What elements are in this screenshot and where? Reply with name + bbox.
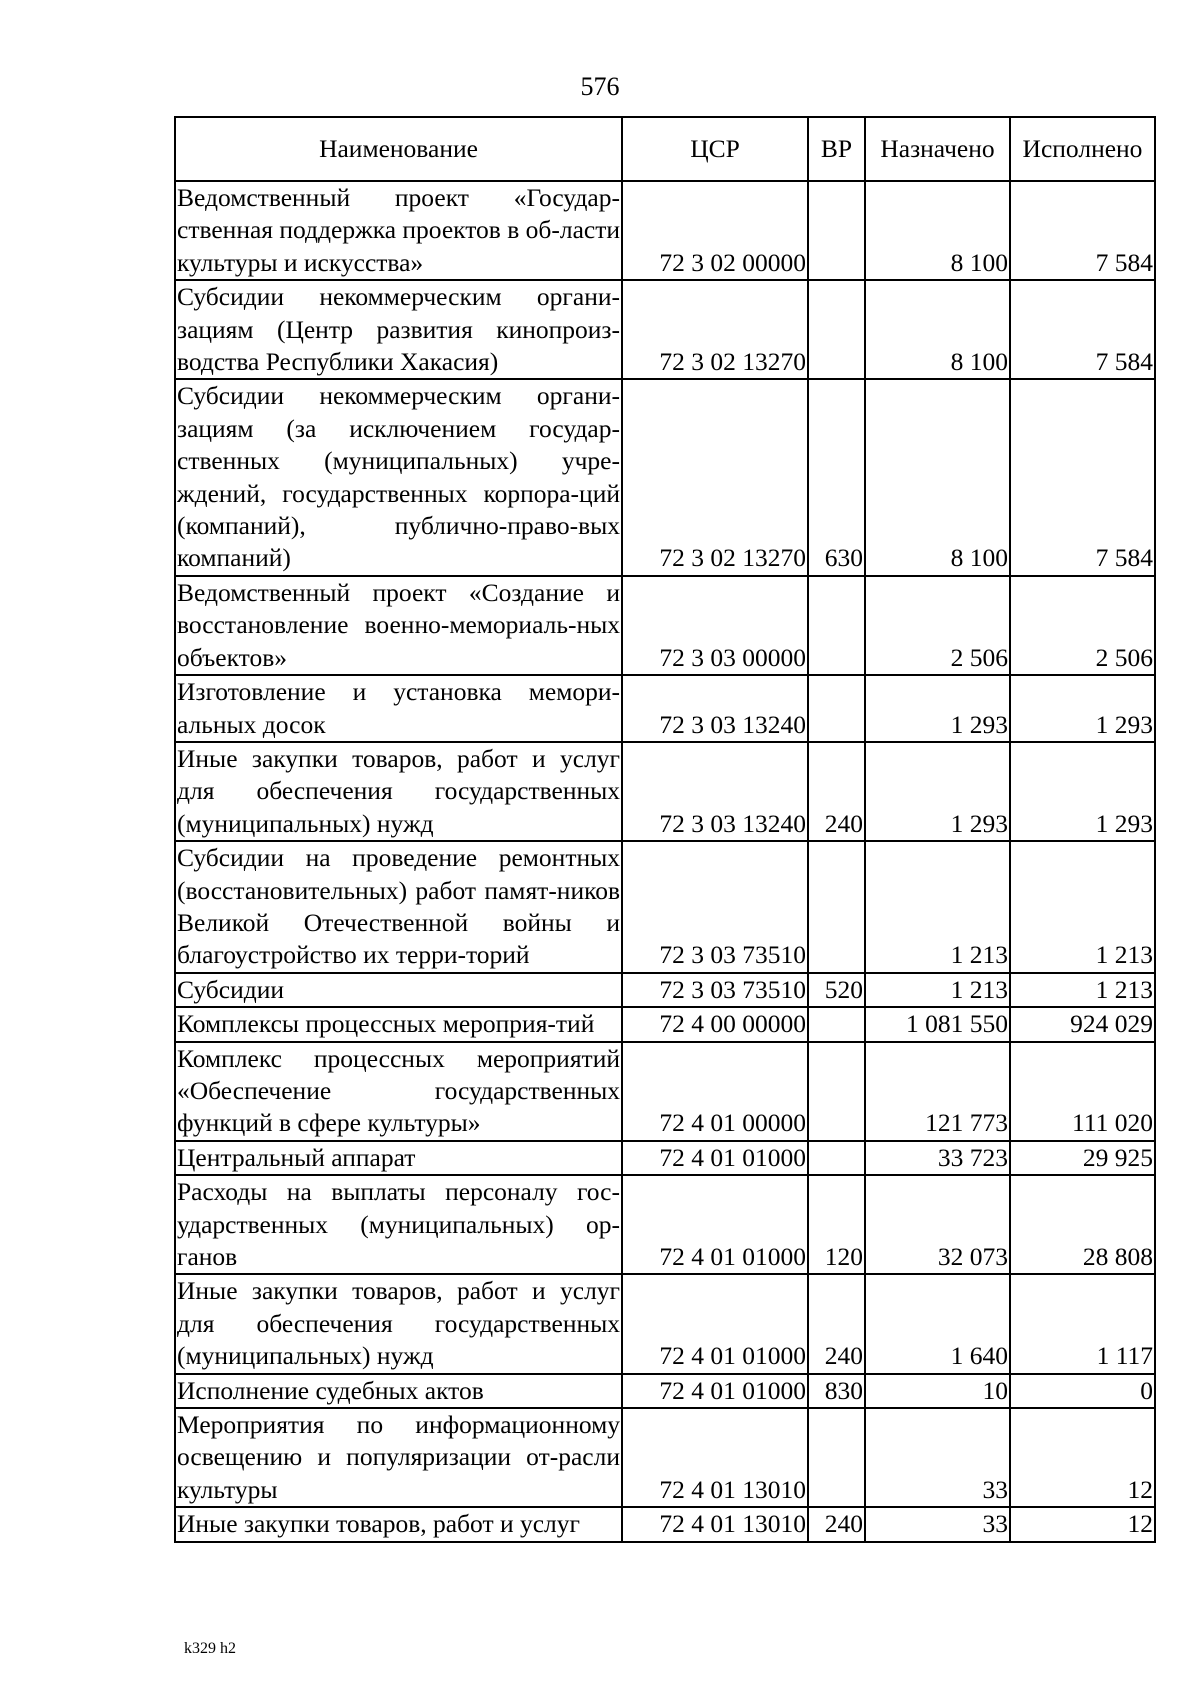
table-row — [175, 1408, 1155, 1507]
cell-csr: 72 4 01 01000 — [622, 1274, 808, 1373]
cell-csr: 72 3 03 73510 — [622, 973, 808, 1007]
cell-csr: 72 4 01 01000 — [622, 1175, 808, 1274]
cell-executed: 1 213 — [1010, 973, 1155, 1007]
cell-name: Комплекс процессных мероприятий «Обеспечение государственных функций в сфере культуры» — [175, 1042, 622, 1141]
cell-csr: 72 3 03 73510 — [622, 841, 808, 973]
cell-csr: 72 3 03 13240 — [622, 742, 808, 841]
cell-assigned: 33 — [865, 1408, 1010, 1507]
cell-name: Иные закупки товаров, работ и услуг — [175, 1507, 622, 1541]
cell-name: Субсидии на проведение ремонтных (восстановительных) работ памят-ников Великой Отечественной войны и благоустройство их терри-торий — [175, 841, 622, 973]
table-header-row — [175, 117, 1155, 181]
cell-executed: 924 029 — [1010, 1007, 1155, 1041]
cell-vr: 630 — [808, 379, 865, 575]
cell-name: Исполнение судебных актов — [175, 1374, 622, 1408]
table-body — [175, 181, 1155, 1542]
table-row — [175, 973, 1155, 1007]
cell-executed: 12 — [1010, 1408, 1155, 1507]
cell-assigned: 33 — [865, 1507, 1010, 1541]
cell-vr — [808, 675, 865, 742]
cell-assigned: 10 — [865, 1374, 1010, 1408]
table-row — [175, 675, 1155, 742]
cell-csr: 72 3 02 13270 — [622, 280, 808, 379]
cell-name: Иные закупки товаров, работ и услуг для обеспечения государственных (муниципальных) нужд — [175, 742, 622, 841]
cell-assigned: 1 081 550 — [865, 1007, 1010, 1041]
cell-vr: 240 — [808, 1274, 865, 1373]
cell-vr — [808, 841, 865, 973]
table-row — [175, 1507, 1155, 1541]
cell-csr: 72 3 02 00000 — [622, 181, 808, 280]
cell-assigned: 1 640 — [865, 1274, 1010, 1373]
cell-executed: 1 213 — [1010, 841, 1155, 973]
header-csr: ЦСР — [622, 117, 808, 181]
cell-assigned: 33 723 — [865, 1141, 1010, 1175]
header-vr: ВР — [808, 117, 865, 181]
cell-vr — [808, 1141, 865, 1175]
cell-assigned: 32 073 — [865, 1175, 1010, 1274]
cell-csr: 72 4 00 00000 — [622, 1007, 808, 1041]
cell-vr — [808, 280, 865, 379]
header-name: Наименование — [175, 117, 622, 181]
cell-vr — [808, 576, 865, 675]
cell-executed: 12 — [1010, 1507, 1155, 1541]
cell-executed: 1 293 — [1010, 742, 1155, 841]
table-row — [175, 181, 1155, 280]
cell-assigned: 1 213 — [865, 973, 1010, 1007]
cell-name: Субсидии некоммерческим органи-зациям (Центр развития кинопроиз-водства Республики Хакасия) — [175, 280, 622, 379]
cell-name: Расходы на выплаты персоналу гос-ударственных (муниципальных) ор-ганов — [175, 1175, 622, 1274]
cell-assigned: 8 100 — [865, 181, 1010, 280]
cell-vr: 240 — [808, 1507, 865, 1541]
cell-assigned: 1 293 — [865, 675, 1010, 742]
cell-vr — [808, 181, 865, 280]
header-assigned: Назначено — [865, 117, 1010, 181]
cell-csr: 72 4 01 01000 — [622, 1374, 808, 1408]
page-number: 576 — [580, 72, 620, 101]
cell-executed: 7 584 — [1010, 181, 1155, 280]
table-row — [175, 1042, 1155, 1141]
cell-csr: 72 3 03 13240 — [622, 675, 808, 742]
cell-assigned: 8 100 — [865, 379, 1010, 575]
cell-vr: 120 — [808, 1175, 865, 1274]
cell-vr: 240 — [808, 742, 865, 841]
cell-executed: 7 584 — [1010, 280, 1155, 379]
cell-csr: 72 3 02 13270 — [622, 379, 808, 575]
table-row — [175, 1274, 1155, 1373]
table-row — [175, 1175, 1155, 1274]
cell-csr: 72 3 03 00000 — [622, 576, 808, 675]
cell-vr: 520 — [808, 973, 865, 1007]
cell-assigned: 2 506 — [865, 576, 1010, 675]
cell-name: Субсидии — [175, 973, 622, 1007]
table-row — [175, 1374, 1155, 1408]
cell-csr: 72 4 01 13010 — [622, 1408, 808, 1507]
cell-assigned: 8 100 — [865, 280, 1010, 379]
cell-name: Изготовление и установка мемори-альных досок — [175, 675, 622, 742]
cell-vr: 830 — [808, 1374, 865, 1408]
cell-vr — [808, 1007, 865, 1041]
cell-executed: 1 117 — [1010, 1274, 1155, 1373]
cell-executed: 28 808 — [1010, 1175, 1155, 1274]
cell-name: Иные закупки товаров, работ и услуг для обеспечения государственных (муниципальных) нужд — [175, 1274, 622, 1373]
cell-assigned: 1 213 — [865, 841, 1010, 973]
table-row — [175, 280, 1155, 379]
cell-name: Субсидии некоммерческим органи-зациям (за исключением государ-ственных (муниципальных) учре-ждений, государственных корпора-ций (компаний), публично-право-вых компаний) — [175, 379, 622, 575]
cell-executed: 29 925 — [1010, 1141, 1155, 1175]
cell-csr: 72 4 01 00000 — [622, 1042, 808, 1141]
table-row — [175, 576, 1155, 675]
table-row — [175, 1007, 1155, 1041]
cell-name: Ведомственный проект «Создание и восстановление военно-мемориаль-ных объектов» — [175, 576, 622, 675]
cell-name: Центральный аппарат — [175, 1141, 622, 1175]
header-executed: Исполнено — [1010, 117, 1155, 181]
table-row — [175, 841, 1155, 973]
cell-csr: 72 4 01 13010 — [622, 1507, 808, 1541]
cell-executed: 0 — [1010, 1374, 1155, 1408]
cell-csr: 72 4 01 01000 — [622, 1141, 808, 1175]
document-code: k329 h2 — [184, 1640, 236, 1657]
cell-name: Мероприятия по информационному освещению и популяризации от-расли культуры — [175, 1408, 622, 1507]
cell-name: Комплексы процессных мероприя-тий — [175, 1007, 622, 1041]
table-row — [175, 742, 1155, 841]
cell-executed: 1 293 — [1010, 675, 1155, 742]
table-row — [175, 1141, 1155, 1175]
cell-executed: 111 020 — [1010, 1042, 1155, 1141]
cell-vr — [808, 1408, 865, 1507]
table-row — [175, 379, 1155, 575]
budget-table — [174, 116, 1156, 1543]
cell-name: Ведомственный проект «Государ-ственная поддержка проектов в об-ласти культуры и искусства» — [175, 181, 622, 280]
cell-assigned: 1 293 — [865, 742, 1010, 841]
cell-executed: 7 584 — [1010, 379, 1155, 575]
cell-executed: 2 506 — [1010, 576, 1155, 675]
cell-vr — [808, 1042, 865, 1141]
cell-assigned: 121 773 — [865, 1042, 1010, 1141]
